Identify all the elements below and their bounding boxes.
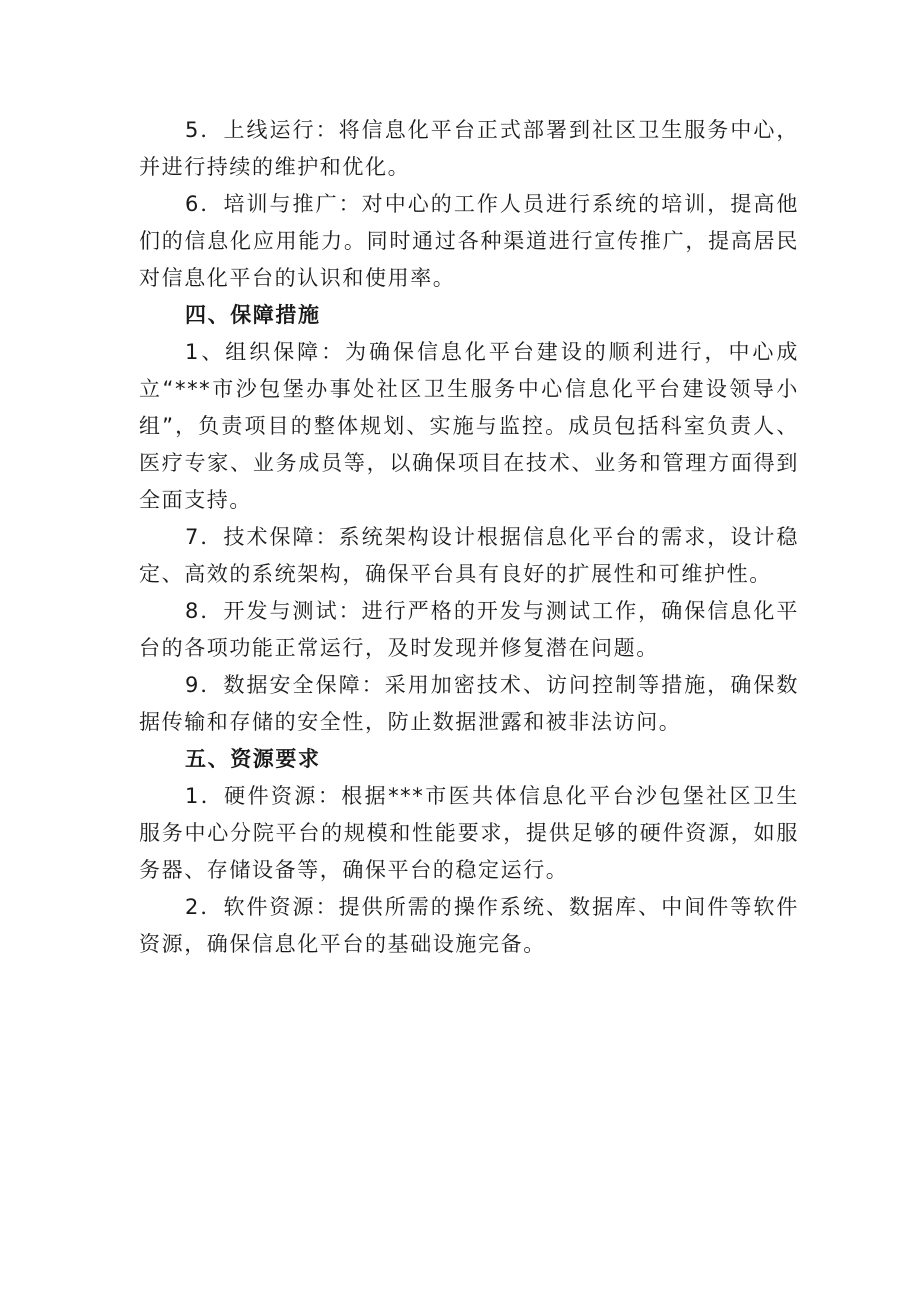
paragraph-training-promotion: 6．培训与推广：对中心的工作人员进行系统的培训，提高他们的信息化应用能力。同时通过各种渠道进行宣传推广，提高居民对信息化平台的认识和使用率。 — [139, 192, 799, 290]
section-heading-safeguards: 四、保障措施 — [185, 303, 321, 327]
paragraph-data-security: 9．数据安全保障：采用加密技术、访问控制等措施，确保数据传输和存储的安全性，防止数据泄露和被非法访问。 — [139, 673, 799, 734]
paragraph-technical-safeguard: 7．技术保障：系统架构设计根据信息化平台的需求，设计稳定、高效的系统架构，确保平台具有良好的扩展性和可维护性。 — [139, 525, 799, 586]
document-body — [139, 112, 799, 963]
paragraph-development-testing: 8．开发与测试：进行严格的开发与测试工作，确保信息化平台的各项功能正常运行，及时发现并修复潜在问题。 — [139, 599, 799, 660]
paragraph-organization-safeguard: 1、组织保障：为确保信息化平台建设的顺利进行，中心成立“***市沙包堡办事处社区卫生服务中心信息化平台建设领导小组”，负责项目的整体规划、实施与监控。成员包括科室负责人、医疗专家、业务成员等，以确保项目在技术、业务和管理方面得到全面支持。 — [139, 340, 799, 512]
paragraph-software-resources: 2．软件资源：提供所需的操作系统、数据库、中间件等软件资源，确保信息化平台的基础设施完备。 — [139, 895, 799, 956]
paragraph-hardware-resources: 1．硬件资源：根据***市医共体信息化平台沙包堡社区卫生服务中心分院平台的规模和性能要求，提供足够的硬件资源，如服务器、存储设备等，确保平台的稳定运行。 — [139, 784, 799, 882]
paragraph-go-live: 5．上线运行：将信息化平台正式部署到社区卫生服务中心，并进行持续的维护和优化。 — [139, 118, 799, 179]
section-heading-resources: 五、资源要求 — [185, 747, 321, 771]
